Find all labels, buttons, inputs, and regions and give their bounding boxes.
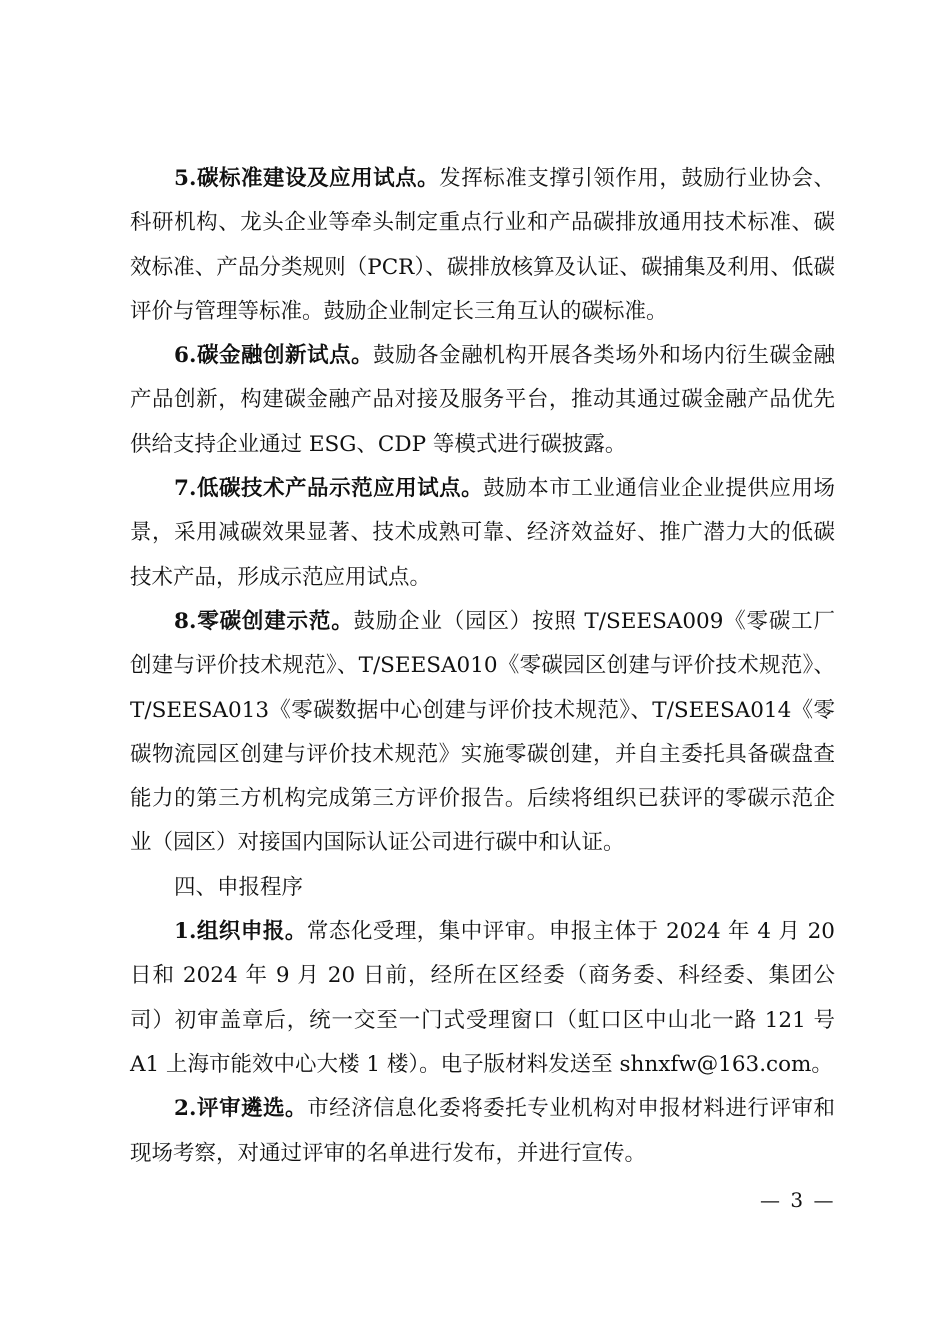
paragraph-lead: 7.低碳技术产品示范应用试点。 [174, 476, 484, 502]
paragraph-review-selection [130, 1087, 835, 1176]
paragraph-lead: 5.碳标准建设及应用试点。 [174, 166, 440, 191]
paragraph-zero-carbon [130, 600, 835, 866]
section-heading: 四、申报程序 [174, 874, 304, 900]
paragraph-text: 发挥标准支撑引领作用，鼓励行业协会、科研机构、龙头企业等牵头制定重点行业和产品碳排放通用技术标准、碳效标准、产品分类规则（PCR）、碳排放核算及认证、碳捕集及利用、低碳评价与管理等标准。鼓励企业制定长三角互认的碳标准。 [130, 166, 835, 324]
paragraph-carbon-finance [130, 334, 835, 467]
page-number: — 3 — [760, 1188, 836, 1212]
paragraph-low-carbon-tech [130, 467, 835, 600]
paragraph-lead: 2.评审遴选。 [174, 1096, 308, 1122]
paragraph-lead: 6.碳金融创新试点。 [174, 343, 374, 369]
paragraph-lead: 8.零碳创建示范。 [174, 608, 354, 634]
paragraph-lead: 1.组织申报。 [174, 919, 307, 945]
paragraph-text: 常态化受理，集中评审。申报主体于 2024 年 4 月 20 日和 2024 年 9 月 20 日前，经所在区经委（商务委、科经委、集团公司）初审盖章后，统一交至一门式受理窗口（虹口区中山北一路 121 号 A1 上海市能效中心大楼 1 楼）。电子版材料发送至 shnxfw@163.com。 [130, 919, 835, 1077]
paragraph-text: 鼓励本市工业通信业企业提供应用场景，采用减碳效果显著、技术成熟可靠、经济效益好、推广潜力大的低碳技术产品，形成示范应用试点。 [130, 476, 835, 590]
paragraph-carbon-standard [130, 157, 835, 334]
document-body [130, 157, 835, 1176]
paragraph-text: 鼓励企业（园区）按照 T/SEESA009《零碳工厂创建与评价技术规范》、T/SEESA010《零碳园区创建与评价技术规范》、T/SEESA013《零碳数据中心创建与评价技术规范》、T/SEESA014《零碳物流园区创建与评价技术规范》实施零碳创建，并自主委托具备碳盘查能力的第三方机构完成第三方评价报告。后续将组织已获评的零碳示范企业（园区）对接国内国际认证公司进行碳中和认证。 [130, 608, 835, 856]
paragraph-text: 市经济信息化委将委托专业机构对申报材料进行评审和现场考察，对通过评审的名单进行发布，并进行宣传。 [130, 1096, 835, 1166]
paragraph-organize-application [130, 910, 835, 1087]
paragraph-text: 鼓励各金融机构开展各类场外和场内衍生碳金融产品创新，构建碳金融产品对接及服务平台，推动其通过碳金融产品优先供给支持企业通过 ESG、CDP 等模式进行碳披露。 [130, 343, 835, 457]
